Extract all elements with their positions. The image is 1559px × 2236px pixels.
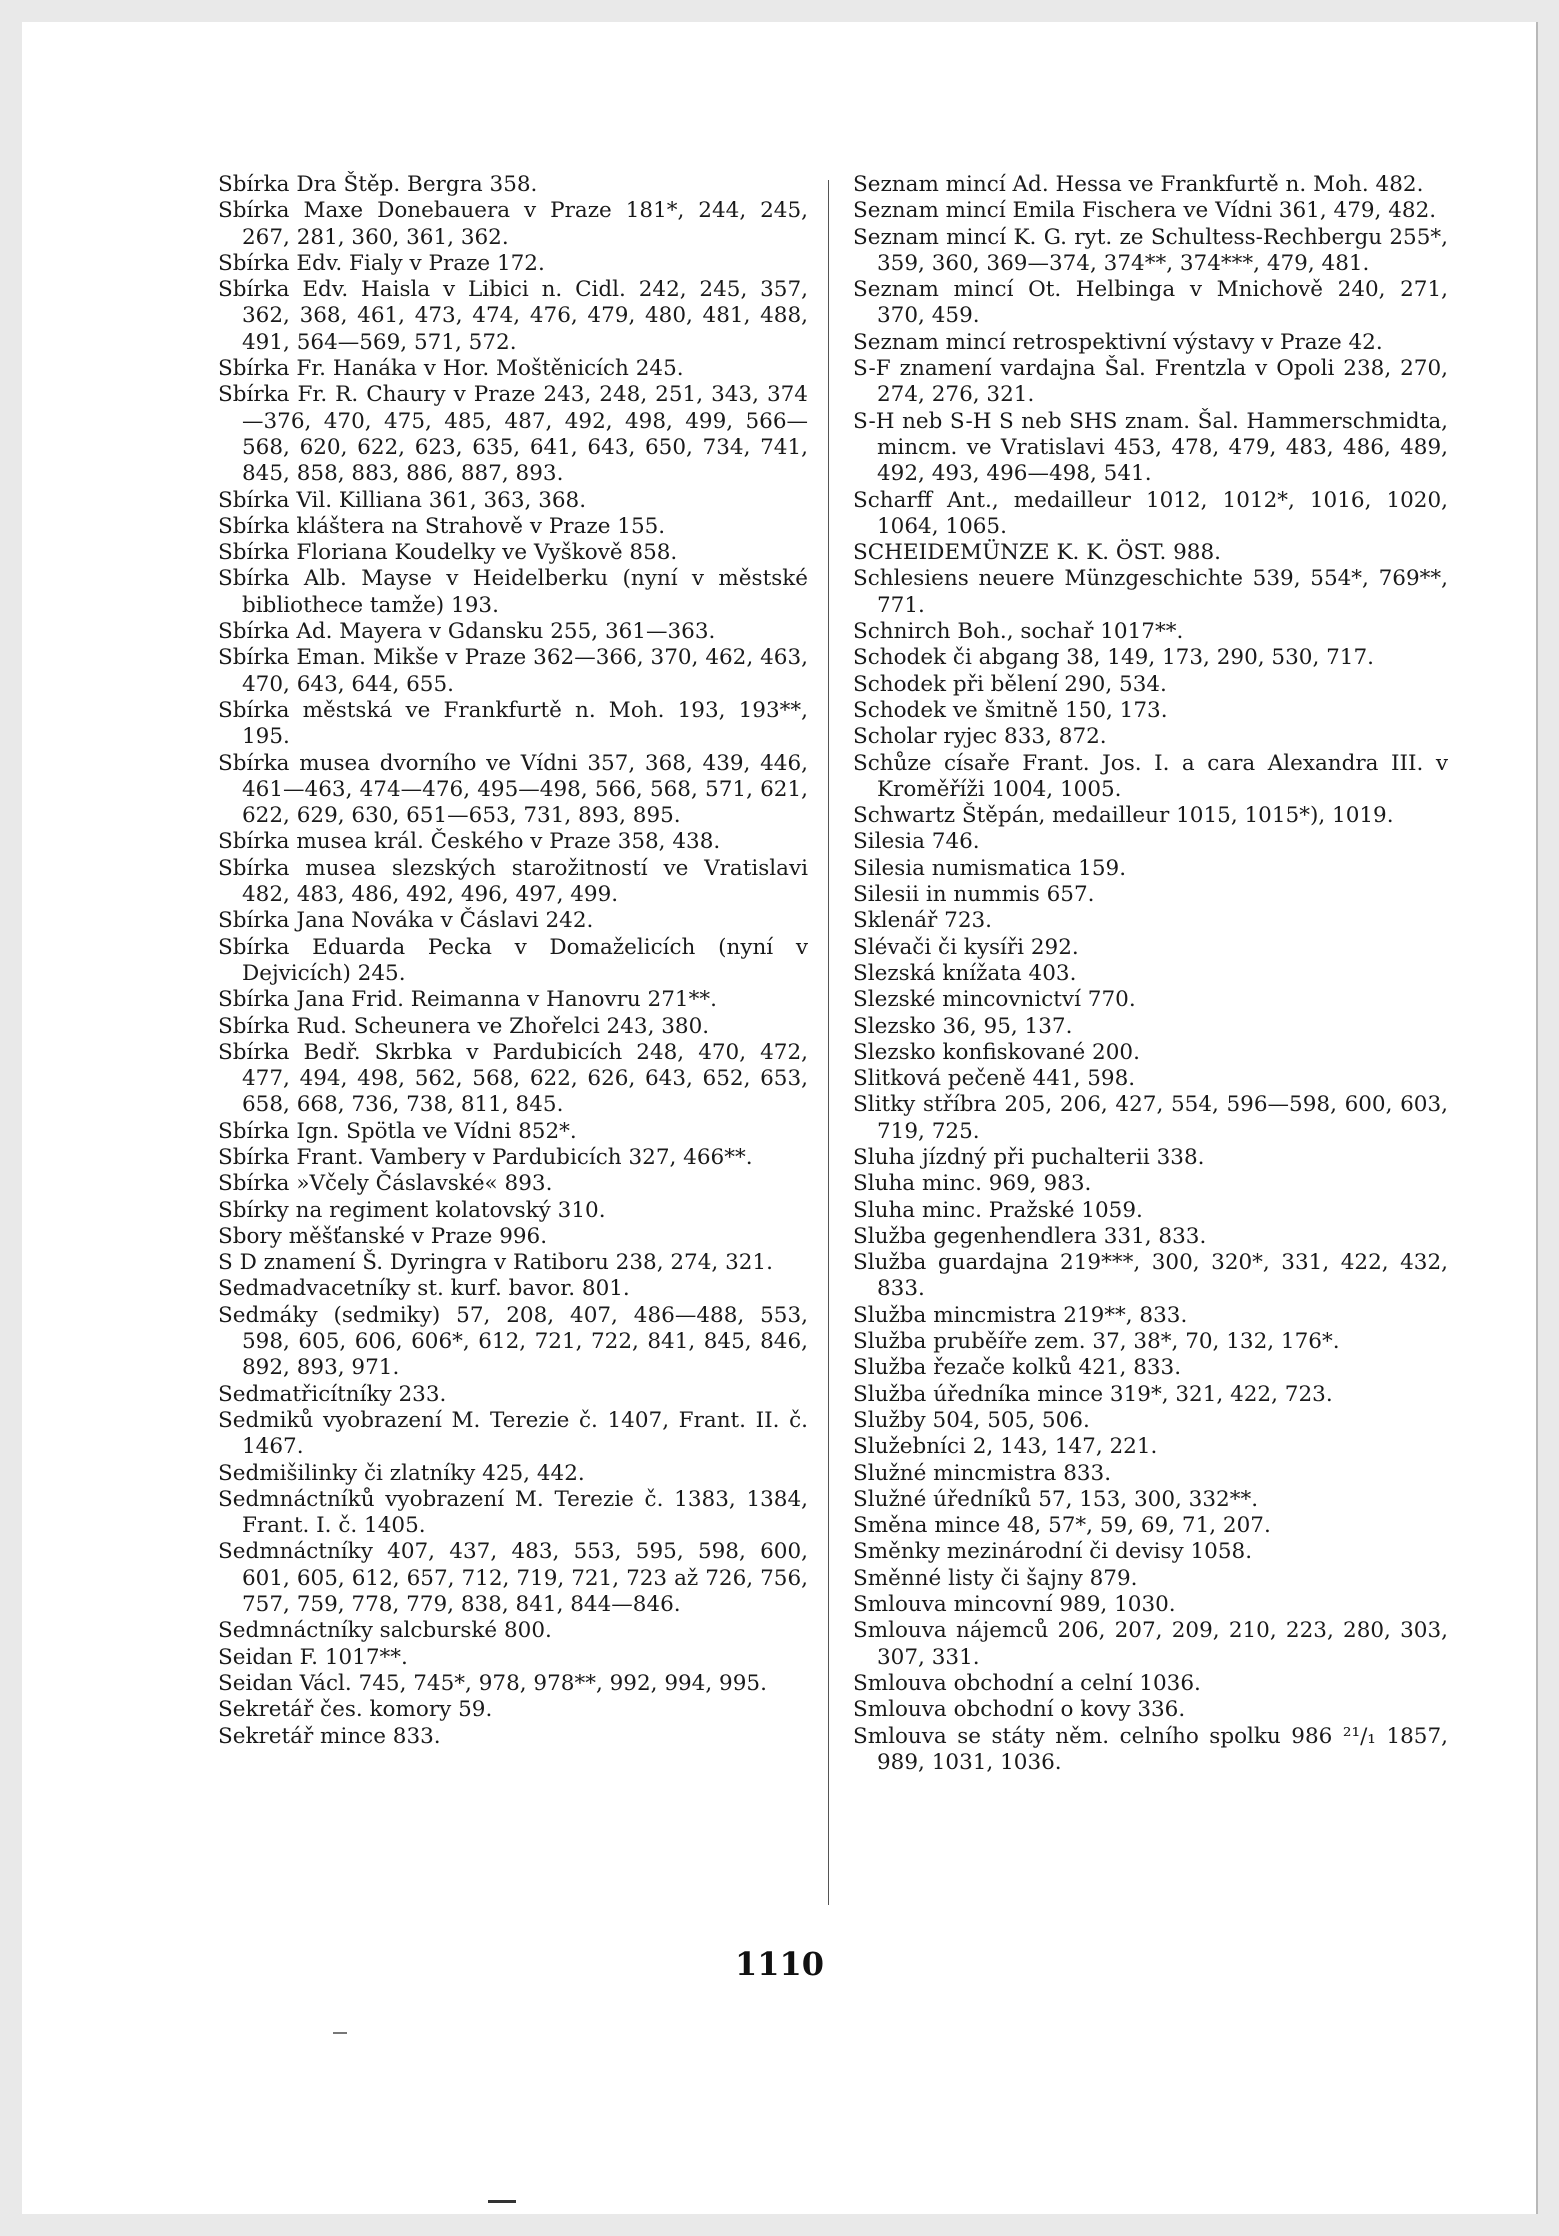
index-entry: Smlouva obchodní a celní 1036. (853, 1670, 1201, 1696)
index-entry: Silesia numismatica 159. (853, 855, 1127, 881)
index-entry: Sbírka musea dvorního ve Vídni 357, 368, 439, 446, 461—463, 474—476, 495—498, 566, 568, 571, 621, 622, 629, 630, 651—653, 731, 893, 895. (218, 750, 808, 829)
index-entry: Služba řezače kolků 421, 833. (853, 1355, 1182, 1381)
index-entry: Sedmadvacetníky st. kurf. bavor. 801. (218, 1276, 630, 1302)
index-entry: Schnirch Boh., sochař 1017**. (853, 619, 1184, 645)
index-entry: Sbírka Vil. Killiana 361, 363, 368. (218, 487, 587, 513)
index-entry: Sbírka Rud. Scheunera ve Zhořelci 243, 380. (218, 1013, 710, 1039)
index-entry: S D znamení Š. Dyringra v Ratiboru 238, 274, 321. (218, 1250, 773, 1276)
index-entry: Sbírka Jana Frid. Reimanna v Hanovru 271**. (218, 987, 717, 1013)
index-entry: Slezská knížata 403. (853, 960, 1077, 986)
index-entry: Seznam mincí Ot. Helbinga v Mnichově 240, 271, 370, 459. (853, 277, 1448, 329)
index-entry: Služné mincmistra 833. (853, 1460, 1112, 1486)
index-entry: Služebníci 2, 143, 147, 221. (853, 1434, 1158, 1460)
index-entry: Sedmiků vyobrazení M. Terezie č. 1407, Frant. II. č. 1467. (218, 1407, 808, 1460)
index-entry: Sedmnáctníky 407, 437, 483, 553, 595, 598, 600, 601, 605, 612, 657, 712, 719, 721, 723 až 726, 756, 757, 759, 778, 779, 838, 841, 844—846. (218, 1539, 808, 1618)
column-divider (828, 180, 829, 1905)
index-entry: Slezsko konfiskované 200. (853, 1039, 1140, 1065)
index-entry: Sbírka Dra Štěp. Bergra 358. (218, 172, 538, 197)
index-entry: Seznam mincí Ad. Hessa ve Frankfurtě n. Moh. 482. (853, 172, 1424, 197)
index-entry: Sbírka Jana Nováka v Čáslavi 242. (218, 908, 594, 934)
index-entry: Směnné listy či šajny 879. (853, 1565, 1138, 1591)
index-entry: Sbírky na regiment kolatovský 310. (218, 1197, 606, 1223)
index-entry: Sluha minc. 969, 983. (853, 1171, 1092, 1197)
index-entry: S-H neb S-H S neb SHS znam. Šal. Hammerschmidta, mincm. ve Vratislavi 453, 478, 479, 483, 486, 489, 492, 493, 496—498, 541. (853, 408, 1448, 487)
index-entry: Schůze císaře Frant. Jos. I. a cara Alexandra III. v Kroměříži 1004, 1005. (853, 750, 1448, 802)
index-entry: Sbírka Edv. Fialy v Praze 172. (218, 250, 545, 276)
index-entry: Sbírka »Včely Čáslavské« 893. (218, 1171, 553, 1197)
index-entry: Služby 504, 505, 506. (853, 1407, 1090, 1433)
index-entry: Směnky mezinárodní či devisy 1058. (853, 1539, 1253, 1565)
index-entry: Seznam mincí retrospektivní výstavy v Praze 42. (853, 329, 1383, 355)
index-entry: Schodek při bělení 290, 534. (853, 671, 1167, 697)
index-entry: Sluha jízdný při puchalterii 338. (853, 1144, 1205, 1170)
index-entry: Smlouva obchodní o kovy 336. (853, 1697, 1186, 1723)
index-entry: Sbírka Eman. Mikše v Praze 362—366, 370, 462, 463, 470, 643, 644, 655. (218, 645, 808, 697)
index-entry: Sklenář 723. (853, 908, 993, 934)
index-entry: Sbírka městská ve Frankfurtě n. Moh. 193, 193**, 195. (218, 697, 808, 750)
index-entry: Sbírka Ign. Spötla ve Vídni 852*. (218, 1118, 577, 1144)
index-entry: Schlesiens neuere Münzgeschichte 539, 554*, 769**, 771. (853, 566, 1448, 618)
index-entry: Sbírka musea slezských starožitností ve Vratislavi 482, 483, 486, 492, 496, 497, 499. (218, 855, 808, 908)
index-entry: Služba pruběíře zem. 37, 38*, 70, 132, 176*. (853, 1329, 1340, 1355)
index-entry: Sbírka Floriana Koudelky ve Vyškově 858. (218, 540, 678, 566)
index-entry: Služba mincmistra 219**, 833. (853, 1302, 1188, 1328)
index-entry: Služba guardajna 219***, 300, 320*, 331, 422, 432, 833. (853, 1250, 1448, 1302)
index-entry: Služné úředníků 57, 153, 300, 332**. (853, 1486, 1259, 1512)
index-entry: Smlouva nájemců 206, 207, 209, 210, 223, 280, 303, 307, 331. (853, 1618, 1448, 1670)
index-entry: Slezsko 36, 95, 137. (853, 1013, 1073, 1039)
index-entry: Sbírka Frant. Vambery v Pardubicích 327, 466**. (218, 1144, 753, 1170)
index-entry: Sbírka Alb. Mayse v Heidelberku (nyní v městské bibliothece tamže) 193. (218, 566, 808, 618)
index-column-right (853, 172, 1448, 1776)
index-entry: Sedmnáctníky salcburské 800. (218, 1618, 552, 1644)
index-entry: Sedmišilinky či zlatníky 425, 442. (218, 1460, 585, 1486)
index-entry: Sekretář čes. komory 59. (218, 1697, 493, 1723)
index-column-left (218, 172, 808, 1750)
index-entry: SCHEIDEMÜNZE K. K. ÖST. 988. (853, 540, 1221, 566)
index-entry: Seznam mincí Emila Fischera ve Vídni 361, 479, 482. (853, 198, 1437, 224)
index-entry: Smlouva mincovní 989, 1030. (853, 1592, 1176, 1618)
index-entry: Sedmáky (sedmiky) 57, 208, 407, 486—488, 553, 598, 605, 606, 606*, 612, 721, 722, 841, 845, 846, 892, 893, 971. (218, 1302, 808, 1381)
index-entry: Seidan Václ. 745, 745*, 978, 978**, 992, 994, 995. (218, 1670, 767, 1696)
index-entry: Sbírka kláštera na Strahově v Praze 155. (218, 513, 666, 539)
index-entry: Sekretář mince 833. (218, 1723, 441, 1749)
index-entry: Silesii in nummis 657. (853, 882, 1095, 908)
index-entry: Slezské mincovnictví 770. (853, 987, 1136, 1013)
scan-mark (333, 2032, 347, 2034)
index-entry: Slévači či kysíři 292. (853, 934, 1079, 960)
scan-mark (488, 2200, 516, 2203)
index-entry: Sedmnáctníků vyobrazení M. Terezie č. 1383, 1384, Frant. I. č. 1405. (218, 1486, 808, 1539)
index-entry: Sbírka Fr. Hanáka v Hor. Moštěnicích 245. (218, 356, 684, 382)
page-number: 1110 (734, 1945, 825, 1983)
index-entry: Scholar ryjec 833, 872. (853, 724, 1107, 750)
index-entry: Služba gegenhendlera 331, 833. (853, 1223, 1207, 1249)
index-entry: Schodek ve šmitně 150, 173. (853, 697, 1168, 723)
index-entry: Sbírka musea král. Českého v Praze 358, 438. (218, 829, 721, 855)
index-entry: Sbírka Ad. Mayera v Gdansku 255, 361—363. (218, 619, 716, 645)
index-entry: Sbírka Fr. R. Chaury v Praze 243, 248, 251, 343, 374—376, 470, 475, 485, 487, 492, 498, 499, 566—568, 620, 622, 623, 635, 641, 643, 650, 734, 741, 845, 858, 883, 886, 887, 893. (218, 382, 808, 487)
index-entry: S-F znamení vardajna Šal. Frentzla v Opoli 238, 270, 274, 276, 321. (853, 356, 1448, 408)
index-entry: Schwartz Štěpán, medailleur 1015, 1015*), 1019. (853, 803, 1394, 829)
index-entry: Sbory měšťanské v Praze 996. (218, 1223, 548, 1249)
index-entry: Směna mince 48, 57*, 59, 69, 71, 207. (853, 1513, 1271, 1539)
index-entry: Seidan F. 1017**. (218, 1644, 408, 1670)
index-entry: Služba úředníka mince 319*, 321, 422, 723. (853, 1381, 1333, 1407)
index-entry: Sbírka Maxe Donebauera v Praze 181*, 244, 245, 267, 281, 360, 361, 362. (218, 198, 808, 250)
index-entry: Slitková pečeně 441, 598. (853, 1066, 1136, 1092)
index-entry: Sbírka Eduarda Pecka v Domaželicích (nyní v Dejvicích) 245. (218, 934, 808, 986)
index-entry: Silesia 746. (853, 829, 980, 855)
index-entry: Slitky stříbra 205, 206, 427, 554, 596—598, 600, 603, 719, 725. (853, 1092, 1448, 1144)
index-entry: Sbírka Bedř. Skrbka v Pardubicích 248, 470, 472, 477, 494, 498, 562, 568, 622, 626, 643, 652, 653, 658, 668, 736, 738, 811, 845. (218, 1039, 808, 1118)
index-entry: Sbírka Edv. Haisla v Libici n. Cidl. 242, 245, 357, 362, 368, 461, 473, 474, 476, 479, 480, 481, 488, 491, 564—569, 571, 572. (218, 277, 808, 355)
index-entry: Seznam mincí K. G. ryt. ze Schultess-Rechbergu 255*, 359, 360, 369—374, 374**, 374***, 479, 481. (853, 224, 1448, 276)
index-entry: Schodek či abgang 38, 149, 173, 290, 530, 717. (853, 645, 1374, 671)
index-entry: Sedmatřicítníky 233. (218, 1381, 447, 1407)
index-entry: Sluha minc. Pražské 1059. (853, 1197, 1143, 1223)
index-entry: Scharff Ant., medailleur 1012, 1012*, 1016, 1020, 1064, 1065. (853, 487, 1448, 539)
index-entry: Smlouva se státy něm. celního spolku 986 ²¹/₁ 1857, 989, 1031, 1036. (853, 1723, 1448, 1775)
